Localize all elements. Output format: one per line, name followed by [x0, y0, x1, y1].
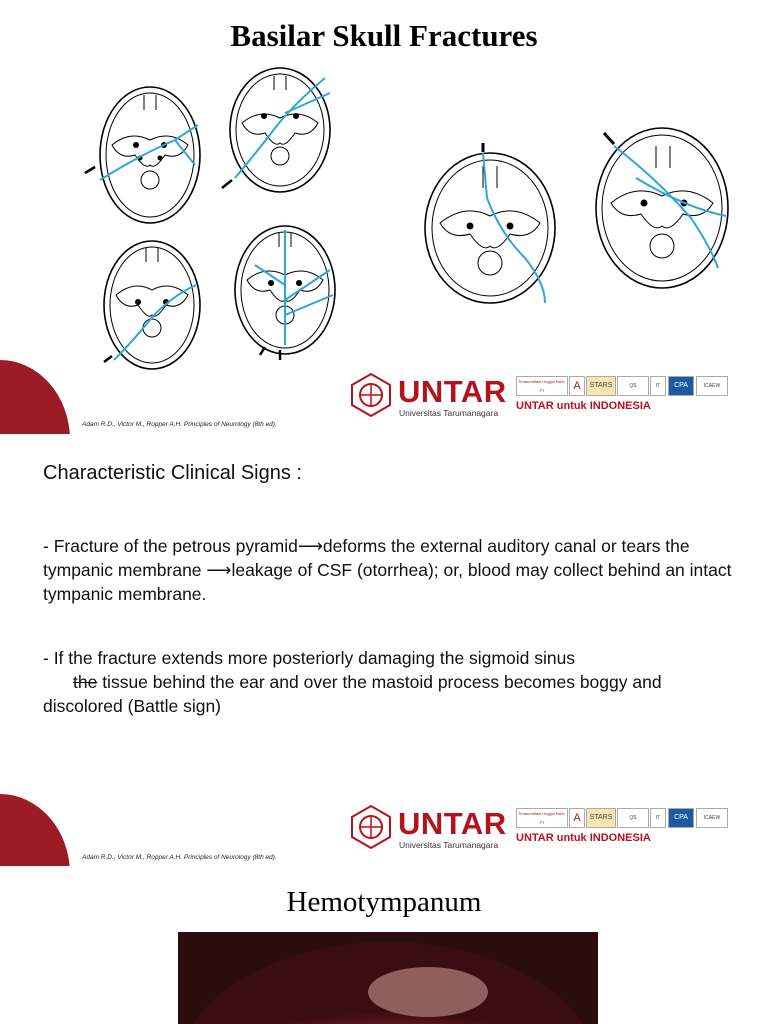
tagline-prefix: UNTAR untuk	[516, 832, 590, 844]
badge-item: IT	[650, 376, 666, 396]
struck-word: the	[73, 672, 98, 692]
untar-emblem-icon	[348, 372, 394, 418]
tagline-suffix: INDONESIA	[589, 832, 651, 844]
paragraph-petrous: - Fracture of the petrous pyramid⟶deforms the external auditory canal or tears the tympanic membrane ⟶leakage of CSF (otorrhea); or, blood may collect behind an intact tympanic membrane.	[43, 536, 732, 604]
badge-item: A	[569, 376, 585, 396]
paragraph-line: - If the fracture extends more posteriorly damaging the sigmoid sinus	[43, 648, 576, 668]
skull-diagram-1	[85, 87, 200, 223]
badge-item: ICAEW	[696, 376, 728, 396]
slide-basilar-skull-fractures	[0, 0, 768, 434]
accreditation-badges	[516, 376, 756, 396]
skull-diagram-5	[425, 143, 555, 303]
skull-diagram-2	[222, 68, 330, 192]
skull-diagram-3	[104, 241, 200, 369]
tagline	[516, 400, 651, 412]
logo-subtitle: Universitas Tarumanagara	[399, 840, 499, 850]
slide-title: Basilar Skull Fractures	[230, 18, 538, 53]
badge-item: STARS	[586, 808, 616, 828]
paragraph-battle-sign	[43, 646, 743, 718]
badge-item: Terakreditasi Unggul BAN-PT	[516, 376, 568, 396]
citation: Adam R.D., Victor M., Ropper A.H. Principles of Neurology (8th ed).	[82, 854, 277, 861]
tagline-prefix: UNTAR untuk	[516, 400, 590, 412]
logo-wordmark: UNTAR	[398, 806, 507, 841]
slide-clinical-signs	[0, 434, 768, 866]
tagline	[516, 832, 651, 844]
otoscope-photo	[178, 932, 598, 1024]
logo-wordmark: UNTAR	[398, 374, 507, 409]
logo-subtitle: Universitas Tarumanagara	[399, 408, 499, 418]
slide-title: Hemotympanum	[286, 886, 482, 918]
badge-item: IT	[650, 808, 666, 828]
badge-item: Terakreditasi Unggul BAN-PT	[516, 808, 568, 828]
badge-item: STARS	[586, 376, 616, 396]
untar-emblem-icon	[348, 804, 394, 850]
paragraph-text: tissue behind the ear and over the mastoid process becomes boggy and discolored (Battle sign)	[43, 672, 662, 716]
decorative-corner-shape	[0, 794, 70, 866]
tagline-suffix: INDONESIA	[589, 400, 651, 412]
skull-diagram-4	[235, 226, 335, 360]
tympanic-membrane-image	[178, 932, 598, 1024]
citation: Adam R.D., Victor M., Ropper A.H. Principles of Neurology (8th ed).	[82, 421, 277, 428]
badge-item: ICAEW	[696, 808, 728, 828]
slide-hemotympanum	[0, 866, 768, 1024]
untar-logo-bar	[348, 804, 758, 854]
badge-item: QS	[617, 376, 649, 396]
skull-diagram-6	[596, 128, 728, 288]
badge-item: A	[569, 808, 585, 828]
untar-logo-bar	[348, 372, 758, 422]
badge-item: QS	[617, 808, 649, 828]
slide-heading: Characteristic Clinical Signs :	[43, 462, 302, 484]
badge-item: CPA	[668, 808, 694, 828]
accreditation-badges	[516, 808, 756, 828]
badge-item: CPA	[668, 376, 694, 396]
paragraph-line	[43, 670, 743, 718]
